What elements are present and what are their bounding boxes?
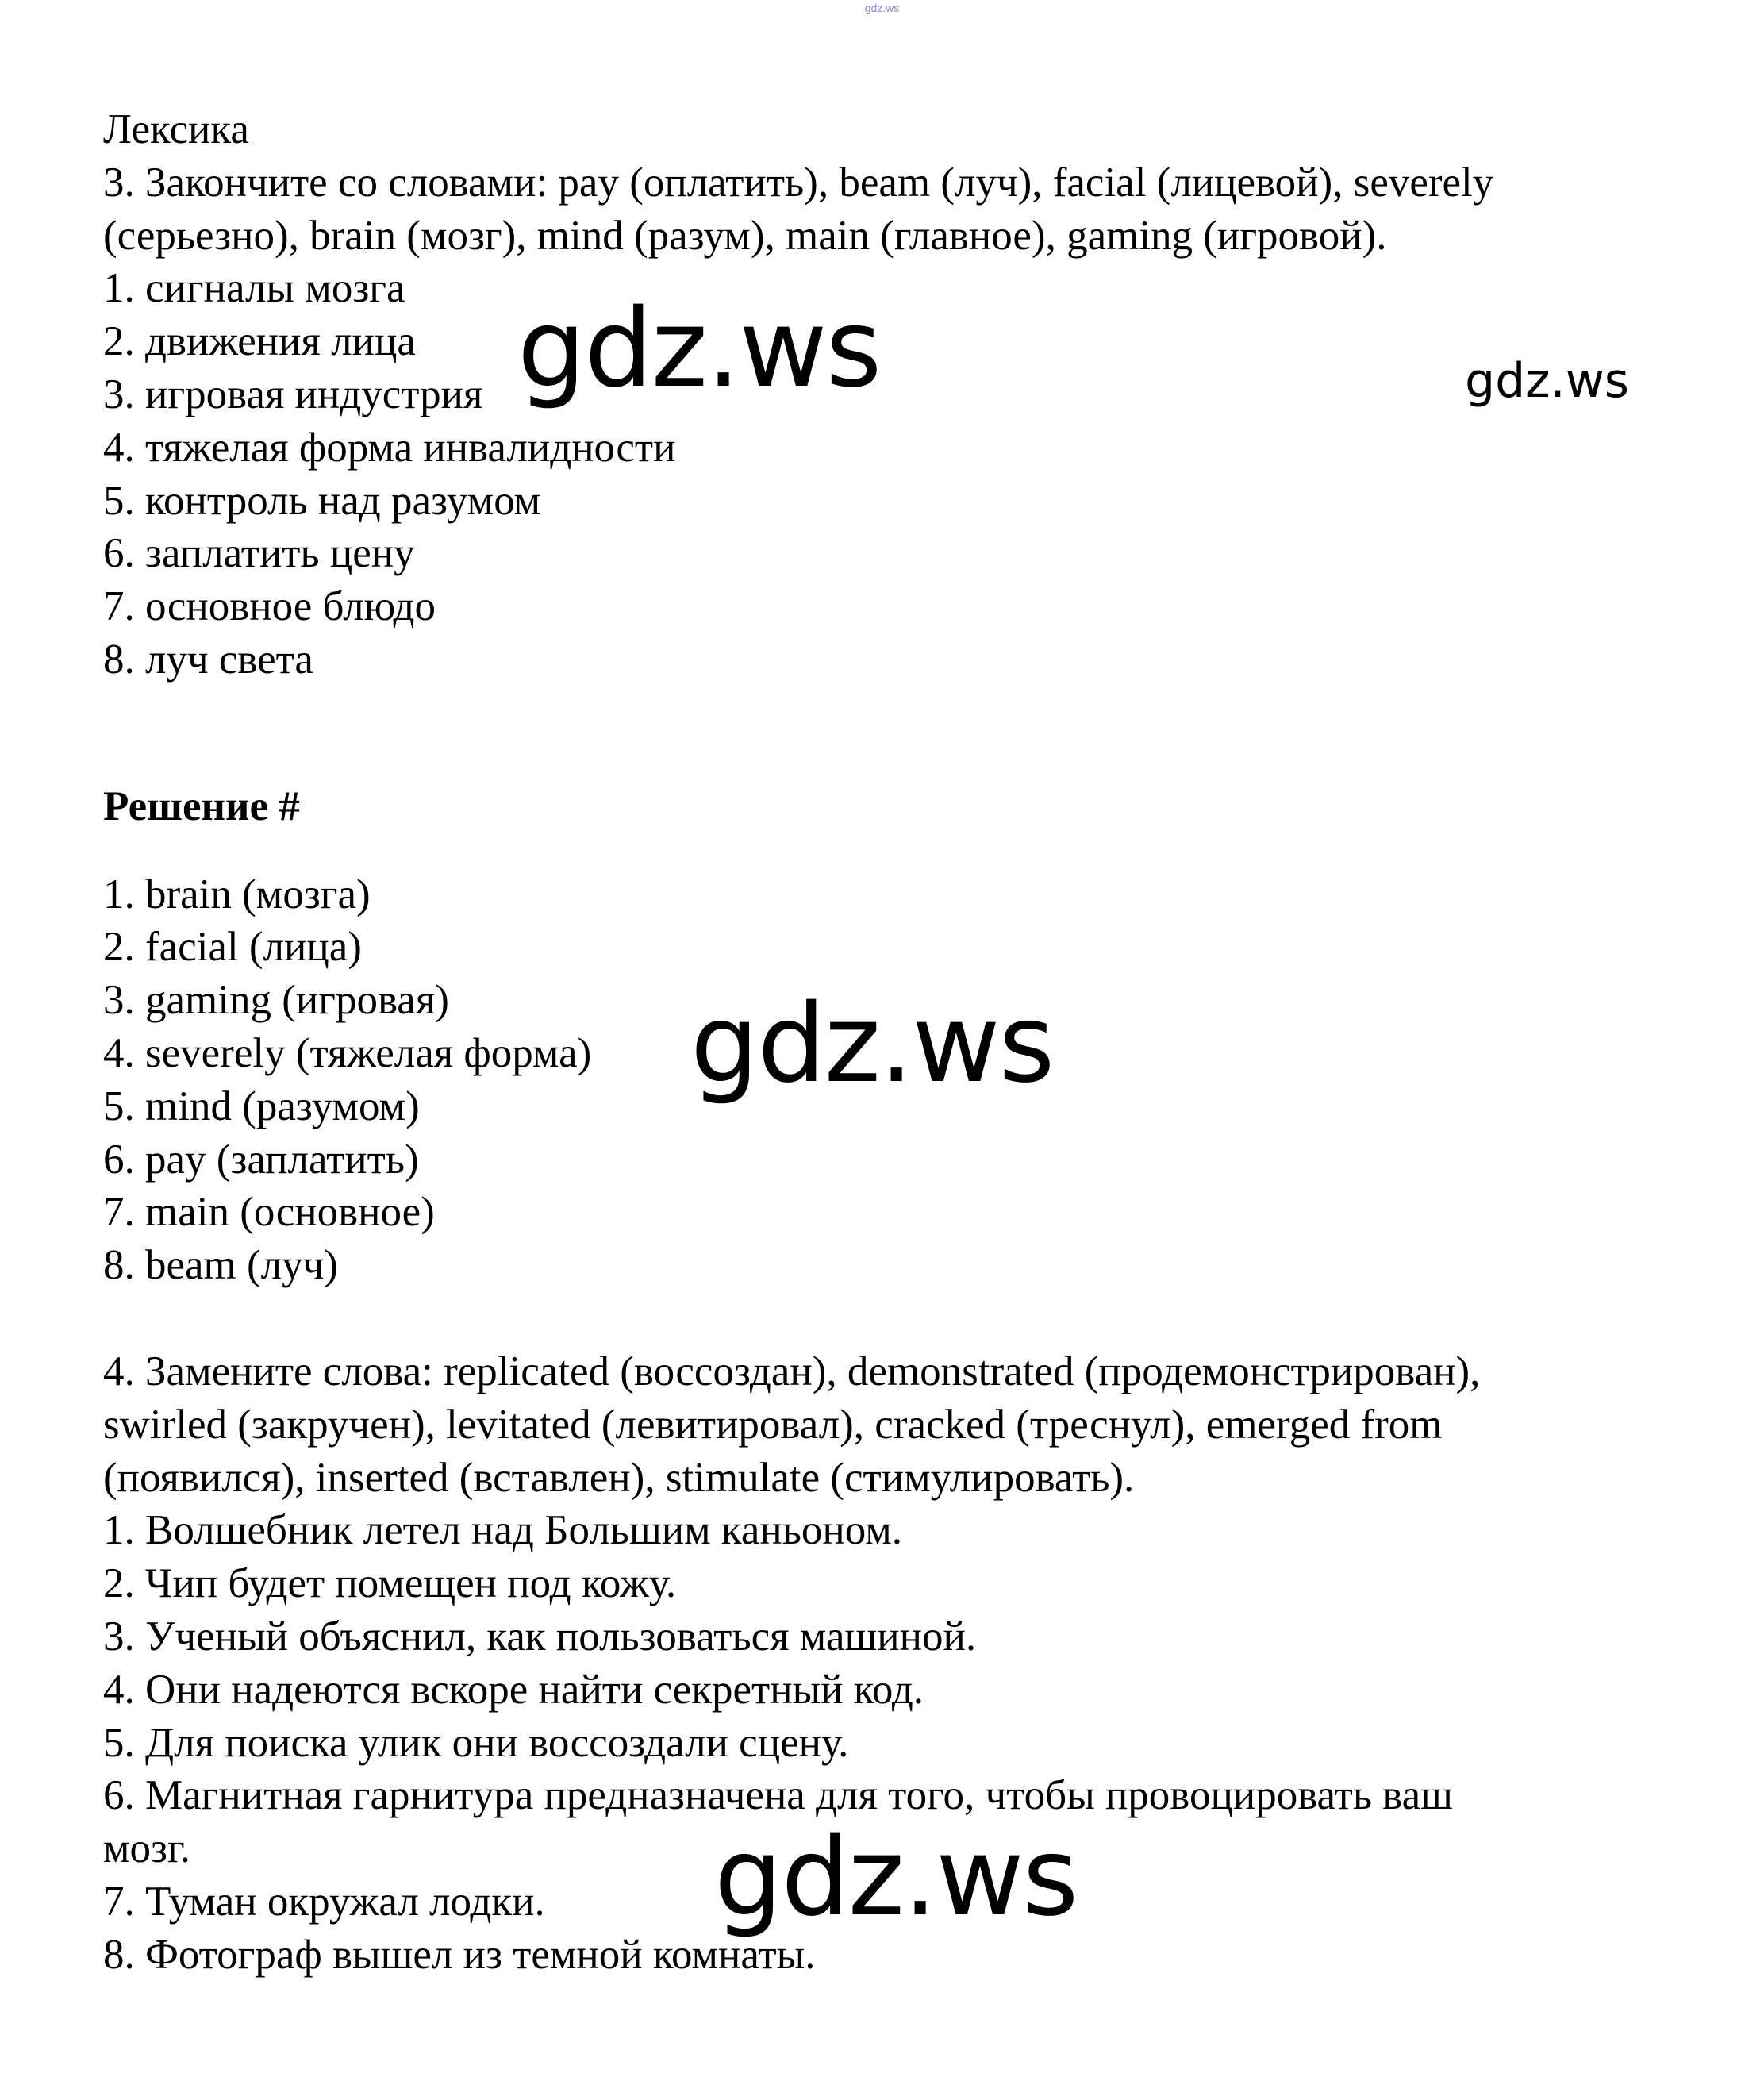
solution-item: 1. brain (мозга) [103,871,371,917]
solution-item: 5. mind (разумом) [103,1083,420,1129]
section-title: Лексика [103,106,249,152]
watermark: gdz.ws [517,287,881,412]
task3-item: 5. контроль над разумом [103,477,541,524]
solution-item: 2. facial (лица) [103,924,362,971]
task4-item: 5. Для поиска улик они воссоздали сцену. [103,1719,849,1766]
spacer [103,687,1647,780]
task3-item: 3. игровая индустрия [103,371,483,417]
task4-prompt-line: 4. Замените слова: replicated (воссоздан), demonstrated (продемонстрирован), [103,1348,1481,1394]
task4-prompt-line: (появился), inserted (вставлен), stimulate (стимулировать). [103,1454,1135,1501]
task3-item: 1. сигналы мозга [103,265,405,312]
header-watermark: gdz.ws [864,2,900,14]
solution-item: 7. main (основное) [103,1189,435,1236]
task4-item: 1. Волшебник летел над Большим каньоном. [103,1507,903,1554]
task4-item-continuation: мозг. [103,1825,190,1872]
spacer [103,1292,1647,1345]
solution-item: 6. pay (заплатить) [103,1136,419,1183]
task4-item: 8. Фотограф вышел из темной комнаты. [103,1931,816,1978]
task4-item: 7. Туман окружал лодки. [103,1878,545,1925]
task4-item: 2. Чип будет помещен под кожу. [103,1560,677,1607]
task3-item: 4. тяжелая форма инвалидности [103,424,676,471]
task4-item: 4. Они надеются вскоре найти секретный код. [103,1666,924,1713]
task3-prompt-line: (серьезно), brain (мозг), mind (разум), main (главное), gaming (игровой). [103,212,1387,259]
watermark: gdz.ws [690,982,1054,1107]
task3-item: 6. заплатить цену [103,530,415,577]
solution-item: 3. gaming (игровая) [103,977,449,1024]
spacer [103,833,1647,868]
watermark: gdz.ws [714,1815,1078,1940]
task3-item: 7. основное блюдо [103,583,436,630]
task4-item: 6. Магнитная гарнитура предназначена для того, чтобы провоцировать ваш [103,1772,1453,1819]
solution-item: 4. severely (тяжелая форма) [103,1029,592,1076]
task3-prompt-line: 3. Закончите со словами: pay (оплатить), beam (луч), facial (лицевой), severely [103,159,1494,206]
solution-heading: Решение # [103,783,300,829]
watermark: gdz.ws [1465,353,1630,409]
task4-item: 3. Ученый объяснил, как пользоваться машиной. [103,1613,977,1660]
solution-item: 8. beam (луч) [103,1242,338,1289]
task3-item: 2. движения лица [103,318,416,365]
task4-prompt-line: swirled (закручен), levitated (левитировал), cracked (треснул), emerged from [103,1401,1443,1448]
task3-item: 8. луч света [103,636,313,683]
